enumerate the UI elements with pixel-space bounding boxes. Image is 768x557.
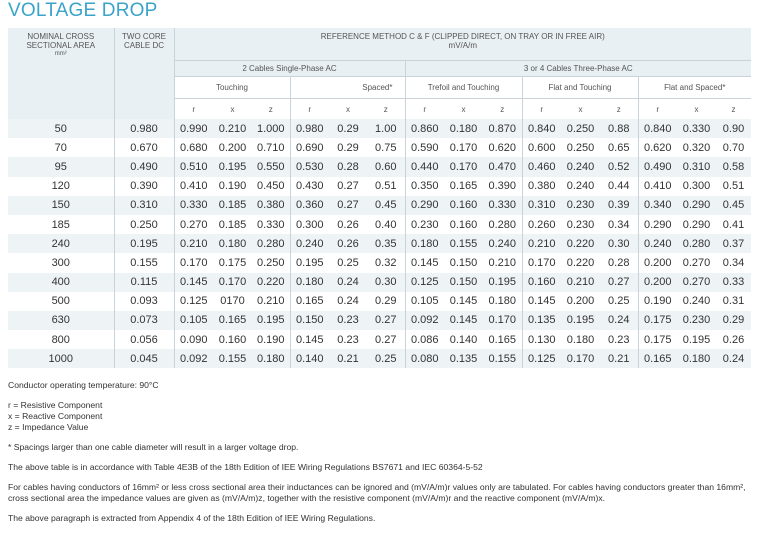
- table-cell: 0.170: [449, 160, 478, 173]
- table-cell: 0.180: [449, 122, 478, 135]
- cell-cross-section: 95: [54, 160, 67, 173]
- note-r-definition: r = Resistive Component: [8, 400, 103, 410]
- table-cell: 0.34: [722, 256, 745, 269]
- cell-dc-value: 0.093: [114, 292, 174, 311]
- table-cell: 0.145: [449, 295, 478, 308]
- table-cell: 0.250: [566, 141, 595, 154]
- table-cell: 0.165: [638, 349, 677, 368]
- var-label: z: [716, 99, 751, 120]
- table-cell: 0.135: [522, 311, 561, 330]
- table-cell: 0.270: [682, 276, 711, 289]
- table-cell: 0.210: [488, 256, 517, 269]
- table-cell: 0.145: [405, 253, 444, 272]
- table-cell: 0.550: [256, 160, 285, 173]
- table-cell: 0.27: [608, 276, 630, 289]
- table-cell: 0.600: [522, 138, 561, 157]
- cell-dc-value: 0.670: [114, 138, 174, 157]
- table-cell: 0.230: [682, 314, 711, 327]
- table-cell: 0.40: [375, 218, 397, 231]
- table-cell: 0170: [220, 295, 245, 308]
- table-cell: 0.200: [638, 253, 677, 272]
- table-cell: 0.155: [488, 352, 517, 365]
- table-row: [8, 253, 751, 272]
- table-cell: 0.170: [449, 141, 478, 154]
- table-cell: 0.195: [218, 160, 247, 173]
- table-cell: 0.840: [522, 119, 561, 138]
- table-cell: 0.145: [449, 314, 478, 327]
- page-title: VOLTAGE DROP: [8, 0, 158, 21]
- table-cell: 0.530: [290, 157, 329, 176]
- table-cell: 0.39: [608, 199, 630, 212]
- table-cell: 0.150: [290, 311, 329, 330]
- table-cell: 0.240: [682, 295, 711, 308]
- table-cell: 0.195: [682, 333, 711, 346]
- table-cell: 0.125: [174, 292, 213, 311]
- header-reference-method: [174, 28, 751, 61]
- table-cell: 0.270: [682, 256, 711, 269]
- table-cell: 0.23: [337, 333, 359, 346]
- table-cell: 0.290: [682, 218, 711, 231]
- table-cell: 0.190: [256, 333, 285, 346]
- table-cell: 0.210: [256, 295, 285, 308]
- table-cell: 0.31: [722, 295, 745, 308]
- table-cell: 0.290: [638, 215, 677, 234]
- header-cross-section-line2: SECTIONAL AREA: [26, 41, 96, 50]
- table-cell: 1.000: [256, 122, 285, 135]
- cell-cross-section: 70: [54, 141, 67, 154]
- table-cell: 0.220: [566, 237, 595, 250]
- table-cell: 0.125: [522, 349, 561, 368]
- table-cell: 0.170: [488, 314, 517, 327]
- table-row: [8, 138, 751, 157]
- table-row: [8, 234, 751, 253]
- table-cell: 0.195: [488, 276, 517, 289]
- table-cell: 0.21: [337, 352, 359, 365]
- table-cell: 0.460: [522, 157, 561, 176]
- table-cell: 0.44: [608, 180, 630, 193]
- table-cell: 0.125: [405, 273, 444, 292]
- var-label: x: [561, 99, 600, 120]
- table-cell: 0.27: [337, 180, 359, 193]
- table-cell: 0.175: [638, 330, 677, 349]
- table-cell: 0.870: [488, 122, 517, 135]
- table-cell: 0.280: [256, 237, 285, 250]
- cell-cross-section: 500: [51, 295, 70, 308]
- table-cell: 0.430: [290, 177, 329, 196]
- table-cell: 0.90: [722, 122, 745, 135]
- table-cell: 0.34: [608, 218, 630, 231]
- table-cell: 0.160: [449, 199, 478, 212]
- table-cell: 0.25: [608, 295, 630, 308]
- table-cell: 0.170: [218, 276, 247, 289]
- cell-dc-value: 0.195: [114, 234, 174, 253]
- table-cell: 0.30: [608, 237, 630, 250]
- header-cross-section-unit: mm²: [54, 51, 67, 57]
- table-cell: 0.175: [638, 311, 677, 330]
- cell-cross-section: 300: [51, 256, 70, 269]
- var-label: x: [329, 99, 367, 120]
- cell-dc-value: 0.073: [114, 311, 174, 330]
- table-cell: 0.300: [290, 215, 329, 234]
- table-cell: 0.230: [566, 218, 595, 231]
- table-cell: 0.680: [174, 138, 213, 157]
- var-label: r: [290, 99, 329, 120]
- table-cell: 0.195: [566, 314, 595, 327]
- table-cell: 0.590: [405, 138, 444, 157]
- header-spaced: Spaced*: [290, 77, 405, 99]
- table-cell: 0.140: [290, 349, 329, 368]
- table-cell: 0.180: [488, 295, 517, 308]
- table-cell: 0.28: [337, 160, 359, 173]
- table-cell: 0.510: [174, 157, 213, 176]
- table-cell: 0.160: [522, 273, 561, 292]
- table-cell: 0.30: [375, 276, 397, 289]
- table-cell: 0.620: [488, 141, 517, 154]
- header-trefoil: Trefoil and Touching: [405, 77, 522, 99]
- table-cell: 0.58: [722, 160, 745, 173]
- table-row: [8, 177, 751, 196]
- table-cell: 0.27: [337, 199, 359, 212]
- table-cell: 0.23: [608, 333, 630, 346]
- table-cell: 0.270: [174, 215, 213, 234]
- var-label: r: [174, 99, 213, 120]
- var-label: z: [483, 99, 522, 120]
- table-cell: 0.250: [256, 256, 285, 269]
- table-cell: 0.23: [337, 314, 359, 327]
- table-cell: 0.240: [638, 234, 677, 253]
- table-cell: 0.45: [375, 199, 397, 212]
- table-cell: 0.70: [722, 141, 745, 154]
- header-cross-section-line1: NOMINAL CROSS: [27, 32, 95, 41]
- table-cell: 0.350: [405, 177, 444, 196]
- table-cell: 0.180: [256, 352, 285, 365]
- table-cell: 0.51: [722, 180, 745, 193]
- table-cell: 0.26: [337, 218, 359, 231]
- table-cell: 0.092: [174, 349, 213, 368]
- table-cell: 0.185: [218, 218, 247, 231]
- table-cell: 0.25: [375, 352, 397, 365]
- table-cell: 0.33: [722, 276, 745, 289]
- cell-dc-value: 0.980: [114, 119, 174, 138]
- var-label: x: [213, 99, 252, 120]
- table-cell: 0.690: [290, 138, 329, 157]
- table-row: [8, 215, 751, 234]
- table-cell: 0.380: [256, 199, 285, 212]
- table-cell: 0.310: [522, 196, 561, 215]
- table-cell: 1.00: [375, 122, 397, 135]
- table-cell: 0.180: [566, 333, 595, 346]
- header-two-core-line2: CABLE DC: [123, 41, 164, 50]
- cell-dc-value: 0.155: [114, 253, 174, 272]
- table-cell: 0.280: [488, 218, 517, 231]
- table-cell: 0.220: [566, 256, 595, 269]
- table-cell: 0.32: [375, 256, 397, 269]
- table-cell: 0.860: [405, 119, 444, 138]
- table-cell: 0.410: [174, 177, 213, 196]
- table-row: [8, 349, 751, 368]
- cell-dc-value: 0.490: [114, 157, 174, 176]
- table-cell: 0.195: [256, 314, 285, 327]
- var-label: z: [252, 99, 290, 120]
- table-cell: 0.75: [375, 141, 397, 154]
- table-cell: 0.230: [566, 199, 595, 212]
- table-body: [8, 119, 751, 368]
- table-cell: 0.240: [488, 237, 517, 250]
- header-reference-line1: REFERENCE METHOD C & F (CLIPPED DIRECT, ON TRAY OR IN FREE AIR): [320, 32, 605, 41]
- table-cell: 0.185: [218, 199, 247, 212]
- table-cell: 0.45: [722, 199, 745, 212]
- cell-dc-value: 0.045: [114, 349, 174, 368]
- note-x-definition: x = Reactive Component: [8, 411, 103, 421]
- note-conductors: For cables having conductors of 16mm² or less cross sectional area their inductances can be ignored and (mV/A/m)r values only are tabulated. For cables having conductors greater than 16mm², cross sectional area the impedance values are given as (mV/A/m)z, together with the resistive component (mV/A/m)r and the reactive component (mV/A/m)x.: [8, 482, 746, 503]
- table-cell: 0.160: [218, 333, 247, 346]
- header-flat-touching: Flat and Touching: [522, 77, 638, 99]
- var-label: z: [600, 99, 638, 120]
- table-cell: 0.165: [218, 314, 247, 327]
- header-single-phase: 2 Cables Single-Phase AC: [174, 61, 405, 77]
- header-cross-section: [8, 28, 114, 61]
- table-cell: 0.25: [337, 256, 359, 269]
- var-label: r: [638, 99, 677, 120]
- table-cell: 0.165: [290, 292, 329, 311]
- cell-cross-section: 630: [51, 314, 70, 327]
- var-label: r: [405, 99, 444, 120]
- table-cell: 0.240: [566, 160, 595, 173]
- table-cell: 0.165: [449, 180, 478, 193]
- table-cell: 0.490: [638, 157, 677, 176]
- table-cell: 0.440: [405, 157, 444, 176]
- table-cell: 0.360: [290, 196, 329, 215]
- table-cell: 0.145: [174, 273, 213, 292]
- header-touching: Touching: [174, 77, 290, 99]
- table-cell: 0.26: [337, 237, 359, 250]
- table-row: [8, 330, 751, 349]
- table-cell: 0.180: [682, 352, 711, 365]
- table-cell: 0.145: [522, 292, 561, 311]
- table-cell: 0.250: [566, 122, 595, 135]
- table-cell: 0.330: [174, 196, 213, 215]
- table-row: [8, 119, 751, 138]
- table-cell: 0.200: [566, 295, 595, 308]
- table-cell: 0.840: [638, 119, 677, 138]
- table-cell: 0.310: [682, 160, 711, 173]
- table-cell: 0.37: [722, 237, 745, 250]
- table-cell: 0.200: [638, 273, 677, 292]
- table-cell: 0.29: [337, 141, 359, 154]
- table-cell: 0.27: [375, 333, 397, 346]
- note-temperature: Conductor operating temperature: 90°C: [8, 380, 159, 390]
- table-cell: 0.28: [608, 256, 630, 269]
- table-cell: 0.24: [608, 314, 630, 327]
- cell-cross-section: 400: [51, 276, 70, 289]
- table-cell: 0.470: [488, 160, 517, 173]
- table-cell: 0.980: [290, 119, 329, 138]
- table-cell: 0.29: [375, 295, 397, 308]
- table-cell: 0.21: [608, 352, 630, 365]
- table-cell: 0.27: [375, 314, 397, 327]
- table-cell: 0.140: [449, 333, 478, 346]
- header-three-phase: 3 or 4 Cables Three-Phase AC: [405, 61, 751, 77]
- table-row: [8, 273, 751, 292]
- table-cell: 0.210: [174, 234, 213, 253]
- table-cell: 0.230: [405, 215, 444, 234]
- note-spacing: * Spacings larger than one cable diameter will result in a larger voltage drop.: [8, 442, 299, 452]
- table-cell: 0.330: [682, 122, 711, 135]
- table-cell: 0.620: [638, 138, 677, 157]
- table-cell: 0.210: [566, 276, 595, 289]
- table-cell: 0.190: [218, 180, 247, 193]
- note-accordance: The above table is in accordance with Table 4E3B of the 18th Edition of IEE Wiring Regulations BS7671 and IEC 60364-5-52: [8, 462, 483, 472]
- cell-dc-value: 0.250: [114, 215, 174, 234]
- table-cell: 0.340: [638, 196, 677, 215]
- table-row: [8, 196, 751, 215]
- table-cell: 0.155: [218, 352, 247, 365]
- table-cell: 0.080: [405, 349, 444, 368]
- cell-dc-value: 0.390: [114, 177, 174, 196]
- table-cell: 0.086: [405, 330, 444, 349]
- table-cell: 0.29: [337, 122, 359, 135]
- table-cell: 0.380: [522, 177, 561, 196]
- header-reference-unit: mV/A/m: [448, 41, 477, 50]
- table-cell: 0.180: [290, 273, 329, 292]
- note-extracted: The above paragraph is extracted from Appendix 4 of the 18th Edition of IEE Wiring Regulations.: [8, 513, 376, 523]
- cell-cross-section: 185: [51, 218, 70, 231]
- table-cell: 0.155: [449, 237, 478, 250]
- table-cell: 0.145: [290, 330, 329, 349]
- table-cell: 0.260: [522, 215, 561, 234]
- table-cell: 0.105: [174, 311, 213, 330]
- table-cell: 0.330: [256, 218, 285, 231]
- table-cell: 0.170: [566, 352, 595, 365]
- table-cell: 0.280: [682, 237, 711, 250]
- table-cell: 0.180: [405, 234, 444, 253]
- table-cell: 0.210: [218, 122, 247, 135]
- var-label: z: [367, 99, 405, 120]
- table-cell: 0.090: [174, 330, 213, 349]
- table-cell: 0.180: [218, 237, 247, 250]
- table-cell: 0.092: [405, 311, 444, 330]
- table-cell: 0.410: [638, 177, 677, 196]
- notes-section: [8, 380, 758, 524]
- table-cell: 0.210: [522, 234, 561, 253]
- table-cell: 0.175: [218, 256, 247, 269]
- table-cell: 0.320: [682, 141, 711, 154]
- table-cell: 0.450: [256, 180, 285, 193]
- table-cell: 0.52: [608, 160, 630, 173]
- table-cell: 0.220: [256, 276, 285, 289]
- cell-cross-section: 120: [51, 180, 70, 193]
- table-cell: 0.24: [337, 295, 359, 308]
- cell-cross-section: 50: [54, 122, 67, 135]
- table-cell: 0.24: [722, 352, 745, 365]
- table-cell: 0.390: [488, 180, 517, 193]
- table-cell: 0.195: [290, 253, 329, 272]
- voltage-drop-table: [8, 28, 751, 368]
- table-cell: 0.105: [405, 292, 444, 311]
- table-cell: 0.60: [375, 160, 397, 173]
- var-label: x: [444, 99, 483, 120]
- header-two-core: [114, 28, 174, 61]
- cell-dc-value: 0.056: [114, 330, 174, 349]
- cell-dc-value: 0.310: [114, 196, 174, 215]
- table-cell: 0.130: [522, 330, 561, 349]
- note-z-definition: z = Impedance Value: [8, 422, 89, 432]
- cell-cross-section: 800: [51, 333, 70, 346]
- cell-cross-section: 1000: [48, 352, 73, 365]
- table-cell: 0.41: [722, 218, 745, 231]
- table-cell: 0.200: [218, 141, 247, 154]
- table-cell: 0.290: [682, 199, 711, 212]
- cell-cross-section: 240: [51, 237, 70, 250]
- table-cell: 0.150: [449, 256, 478, 269]
- table-cell: 0.300: [682, 180, 711, 193]
- table-cell: 0.330: [488, 199, 517, 212]
- table-cell: 0.135: [449, 352, 478, 365]
- table-cell: 0.88: [608, 122, 630, 135]
- table-cell: 0.35: [375, 237, 397, 250]
- table-cell: 0.160: [449, 218, 478, 231]
- cell-cross-section: 150: [51, 199, 70, 212]
- header-two-core-line1: TWO CORE: [122, 32, 166, 41]
- header-flat-spaced: Flat and Spaced*: [638, 77, 751, 99]
- table-row: [8, 157, 751, 176]
- table-cell: 0.26: [722, 333, 745, 346]
- table-cell: 0.990: [174, 119, 213, 138]
- table-cell: 0.240: [566, 180, 595, 193]
- var-label: r: [522, 99, 561, 120]
- table-cell: 0.170: [522, 253, 561, 272]
- table-cell: 0.165: [488, 333, 517, 346]
- table-cell: 0.170: [174, 253, 213, 272]
- table-cell: 0.150: [449, 276, 478, 289]
- table-row: [8, 311, 751, 330]
- table-row: [8, 292, 751, 311]
- var-label: x: [677, 99, 716, 120]
- table-cell: 0.710: [256, 141, 285, 154]
- table-cell: 0.29: [722, 314, 745, 327]
- table-cell: 0.240: [290, 234, 329, 253]
- table-cell: 0.190: [638, 292, 677, 311]
- table-cell: 0.290: [405, 196, 444, 215]
- table-cell: 0.65: [608, 141, 630, 154]
- table-cell: 0.24: [337, 276, 359, 289]
- cell-dc-value: 0.115: [114, 273, 174, 292]
- table-cell: 0.51: [375, 180, 397, 193]
